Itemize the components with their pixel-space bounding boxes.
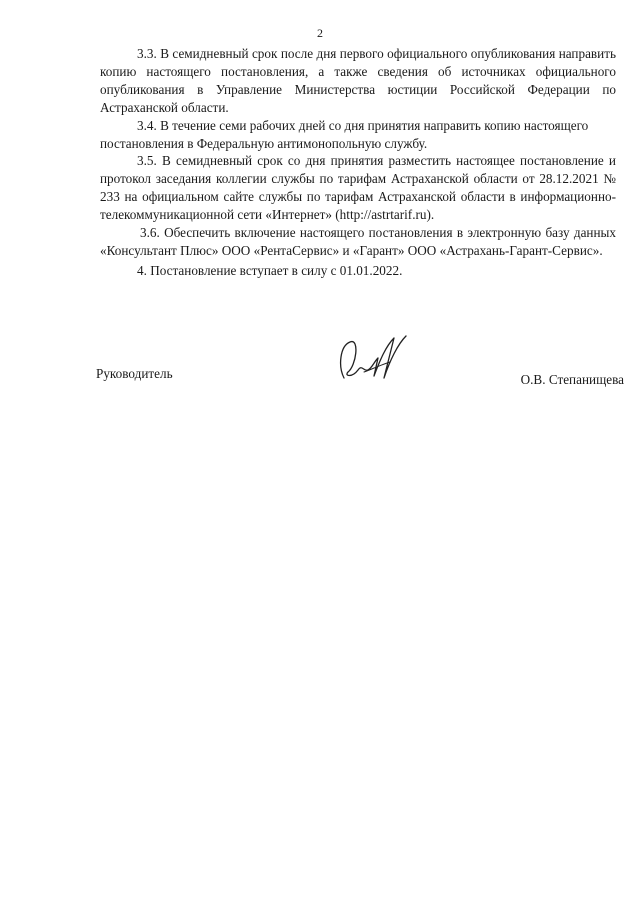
- paragraph-4: 4. Постановление вступает в силу с 01.01.2022.: [137, 262, 403, 278]
- paragraph-3-5: 3.5. В семидневный срок со дня принятия разместить настоящее постановление и протокол заседания коллегии службы по тарифам Астраханской области от 28.12.2021 № 233 на официальном сайте службы по тарифам Астраханской области в информационно-телекоммуникационной сети «Интернет» (http://astrtarif.ru).: [100, 153, 616, 223]
- signatory-role: Руководитель: [96, 366, 173, 381]
- page-number: 2: [317, 26, 323, 40]
- signature-block: [96, 364, 624, 394]
- paragraph-3-6: 3.6. Обеспечить включение настоящего постановления в электронную базу данных «Консультант Плюс» ООО «РентаСервис» и «Гарант» ООО «Астрахань-Гарант-Сервис».: [100, 225, 616, 258]
- paragraph-3-4: 3.4. В течение семи рабочих дней со дня принятия направить копию настоящего постановления в Федеральную антимонопольную службу.: [100, 117, 589, 151]
- signatory-name: О.В. Степанищева: [520, 372, 624, 387]
- paragraph-3-3: 3.3. В семидневный срок после дня первого официального опубликования направить копию настоящего постановления, а также сведения об источниках официального опубликования в Управление Министерства юстиции Российской Федерации по Астраханской области.: [100, 46, 616, 115]
- document-body: [100, 45, 616, 280]
